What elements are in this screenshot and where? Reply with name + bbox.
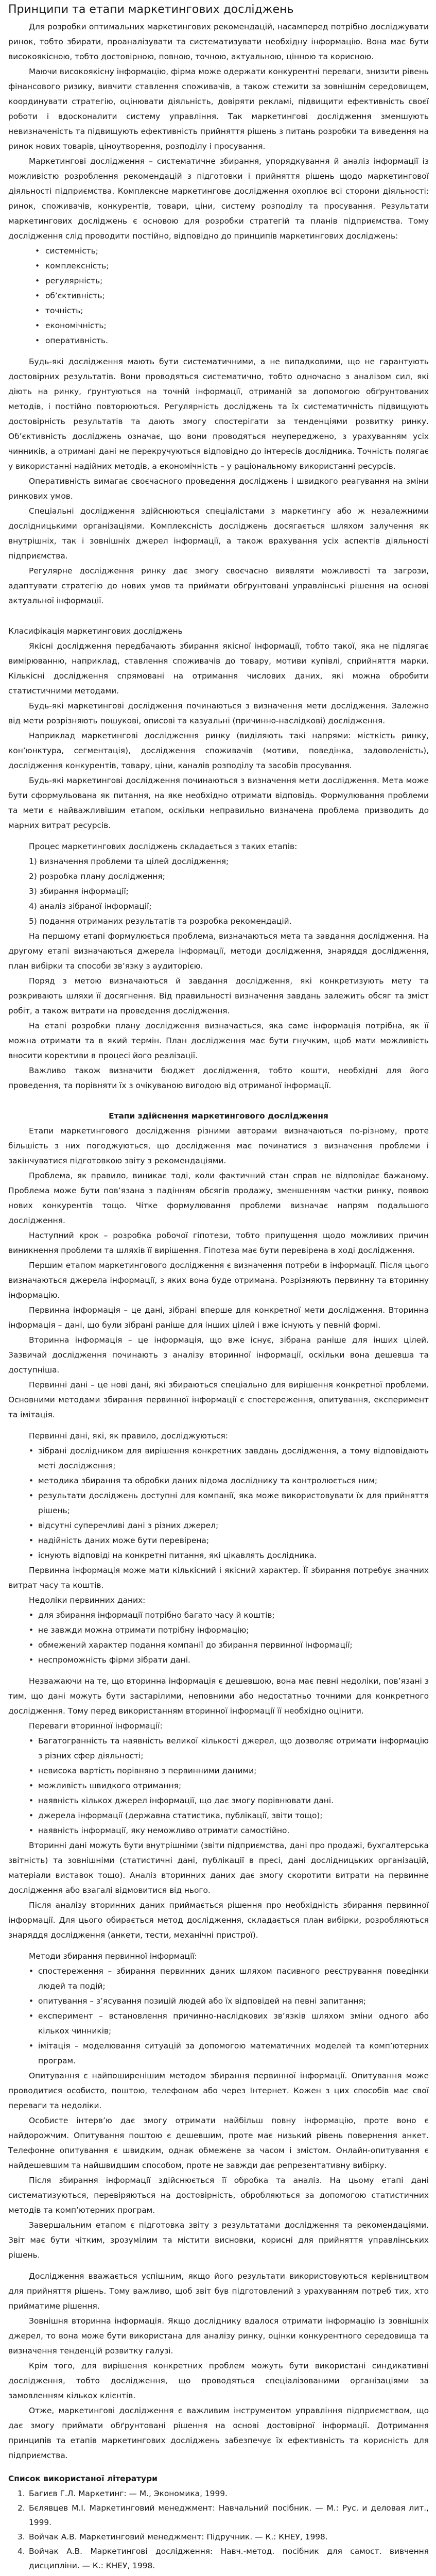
- references-title: Список використаної літератури: [8, 2474, 158, 2483]
- stages-text: [8, 929, 429, 1093]
- classification-section: [8, 639, 429, 833]
- list-item: • економічність;: [45, 318, 429, 333]
- paragraph: Проблема, як правило, виникає тоді, коли фактичний стан справ не відповідає бажаному. Проблема може бути пов’язана з падінням обсягів продажу, зменшенням частки ринку, появою нових конкурентів тощо. Чітке формулювання проблеми визначає напрям подальшого дослідження.: [8, 1171, 429, 1225]
- paragraph: Будь-які маркетингові дослідження починаються з визначення мети дослідження. Залежно від мети розрізняють пошукові, описові та казуальні (причинно-наслідкові) дослідження.: [8, 701, 429, 725]
- references-list: [8, 2486, 429, 2576]
- paragraph: Переваги вторинної інформації:: [29, 1721, 163, 1731]
- paragraph: Оперативність вимагає своєчасного проведення досліджень і швидкого реагування на зміни ринкових умов.: [8, 477, 429, 501]
- paragraph: Крім того, для вирішення конкретних проблем можуть бути використані синдикативні дослідження, тобто дослідження, що проводяться спеціалізованими організаціями за замовленням кількох клієнтів.: [8, 2361, 429, 2400]
- list-item: • наявність інформації, яку неможливо отримати самостійно.: [29, 1823, 429, 1838]
- paragraph-heading: Первинні дані, які, як правило, досліджуються:: [29, 1431, 228, 1440]
- secondary-section: [8, 1674, 429, 1734]
- list-item: • комплексність;: [45, 259, 429, 274]
- paragraph: Першим етапом маркетингового дослідження є визначення потреби в інформації. Після цього визначаються джерела інформації, з яких вона буде отримана. Розрізняють первинну та вторинну інформацію.: [8, 1261, 429, 1300]
- paragraph: Завершальним етапом є підготовка звіту з результатами дослідження та рекомендаціями. Звіт має бути чітким, зрозумілим та містити висновки, корисні для прийняття управлінських рішень.: [8, 2221, 429, 2260]
- reference-text: Войчак А.В. Маркетингові дослідження: Навч.-метод. посібник для самост. вивчення дисципліни. — К.: КНЕУ, 1998.: [29, 2547, 429, 2570]
- paragraph: Недоліки первинних даних:: [29, 1596, 146, 1605]
- list-item: • не завжди можна отримати потрібну інформацію;: [29, 1623, 429, 1638]
- list-item: • можливість швидкого отримання;: [29, 1778, 429, 1793]
- paragraph: Наприклад маркетингові дослідження ринку (виділяють такі напрями: місткість ринку, кон’юнктура, сегментація), дослідження споживачів (мотиви, поведінка, задоволеність), дослідження конкурентів, товару, ціни, каналів розподілу та засобів просування.: [8, 731, 429, 770]
- section-heading: Класифікація маркетингових досліджень: [8, 626, 183, 636]
- reference-text: Багиєв Г.Л. Маркетинг: — М., Экономика, 1999.: [29, 2489, 228, 2498]
- body-section-1: [8, 354, 429, 608]
- intro-section: [8, 20, 429, 244]
- list-item: • точність;: [45, 303, 429, 318]
- paragraph: Вторинна інформація – це інформація, що вже існує, зібрана раніше для інших цілей. Зазвичай дослідження починають з аналізу вторинної інформації, оскільки вона дешевша та доступніша.: [8, 1335, 429, 1375]
- reference-item: 4. Войчак А.В. Маркетингові дослідження: Навч.-метод. посібник для самост. вивчення дисципліни. — К.: КНЕУ, 1998.: [18, 2547, 429, 2570]
- list-item: • наявність кількох джерел інформації, що дає змогу порівнювати дані.: [29, 1793, 429, 1808]
- paragraph: Первинна інформація може мати кількісний і якісний характер. Її збирання потребує значних витрат часу та коштів.: [8, 1566, 429, 1590]
- list-item: • джерела інформації (державна статистика, публікації, звіти тощо);: [29, 1808, 429, 1823]
- paragraph: Для розробки оптимальних маркетингових рекомендацій, насамперед потрібно досліджувати ринок, тобто збирати, проаналізувати та систематизувати необхідну інформацію. Вона має бути високоякісною, тобто достовірною, повною, точною, актуальною, цінною та корисною.: [8, 22, 429, 61]
- paragraph: Опитування є найпоширенішим методом збирання первинної інформації. Опитування може проводитися особисто, поштою, телефоном або через Інтернет. Кожен з цих способів має свої переваги та недоліки.: [8, 2071, 429, 2110]
- list-item: • результати досліджень доступні для компанії, яка може використовувати їх для прийняття рішень;: [29, 1488, 429, 1518]
- paragraph: На етапі розробки плану дослідження визначається, яка саме інформація потрібна, як її можна отримати та в який термін. План дослідження має бути гнучким, щоб мати можливість вносити корективи в процесі його реалізації.: [8, 1021, 429, 1060]
- reference-item: 1. Багиєв Г.Л. Маркетинг: — М., Экономика, 1999.: [18, 2489, 228, 2498]
- list-item: • спостереження – збирання первинних даних шляхом пасивного реєстрування поведінки людей та подій;: [29, 1964, 429, 1994]
- paragraph: Дослідження вважається успішним, якщо його результати використовуються керівництвом для прийняття рішень. Тому важливо, щоб звіт був підготовлений з урахуванням потреб тих, хто прийматиме рішення.: [8, 2272, 429, 2311]
- paragraph: Первинна інформація – це дані, зібрані вперше для конкретної мети дослідження. Вторинна інформація – дані, що були зібрані раніше для інших цілей і вже існують у певній формі.: [8, 1306, 429, 1330]
- list-item: • методика збирання та обробки даних відома досліднику та контролюється ним;: [29, 1473, 429, 1488]
- secondary-pros-list: [8, 1734, 429, 1838]
- paragraph-heading: Методи збирання первинної інформації:: [29, 1952, 197, 1961]
- stages-section: [8, 1124, 429, 1422]
- page-title: Принципи та етапи маркетингових досліджень: [8, 3, 294, 16]
- paragraph: Після збирання інформації здійснюється її обробка та аналіз. На цьому етапі дані систематизуються, перевіряються на достовірність, обробляються за допомогою статистичних методів та комп’ютерних програм.: [8, 2176, 429, 2215]
- list-item: 2) розробка плану дослідження;: [29, 872, 165, 881]
- paragraph: Спеціальні дослідження здійснюються спеціалістами з маркетингу або ж незалежними дослідницькими організаціями. Комплексність досліджень досягається шляхом залучення як внутрішніх, так і зовнішніх джерел інформації, а також врахування усіх аспектів діяльності підприємства.: [8, 506, 429, 561]
- list-item: 4) аналіз зібраної інформації;: [29, 902, 152, 911]
- reference-item: 2. Бєлявцев М.І. Маркетинговий менеджмент: Навчальний посібник. — М.: Рус. и деловая лит., 1999.: [18, 2503, 429, 2527]
- paragraph: Якісні дослідження передбачають збирання якісної інформації, тобто такої, яка не підлягає вимірюванню, наприклад, ставлення споживачів до товару, мотиви купівлі, сприйняття марки. Кількісні дослідження спрямовані на отримання числових даних, які можна обробити статистичними методами.: [8, 641, 429, 696]
- list-item: • для збирання інформації потрібно багато часу й коштів;: [29, 1608, 429, 1623]
- paragraph: Важливо також визначити бюджет дослідження, тобто кошти, необхідні для його проведення, та порівняти їх з очікуваною вигодою від отриманої інформації.: [8, 1066, 429, 1090]
- paragraph: Будь-які маркетингові дослідження починаються з визначення мети дослідження. Мета може бути сформульована як питання, на яке необхідно отримати відповідь. Формулювання проблеми та мети є найважливішим етапом, оскільки неправильно визначена проблема призводить до марних витрат ресурсів.: [8, 776, 429, 830]
- paragraph: Будь-які дослідження мають бути систематичними, а не випадковими, що не гарантують достовірних результатів. Вони проводяться систематично, тобто одночасно з аналізом сил, які діють на ринку, ґрунтуються на точній інформації, отриманій за допомогою обґрунтованих методів, і постійно повторюються. Регулярність досліджень та їх систематичність підвищують достовірність результатів та дають змогу спостерігати за тенденціями розвитку ринку. Об’єктивність досліджень означає, що вони проводяться неупереджено, з урахуванням усіх чинників, а отримані дані не перекручуються відповідно до інтересів дослідника. Точність полягає у використанні надійних методів, а економічність – у раціональному використанні ресурсів.: [8, 357, 429, 471]
- paragraph: На першому етапі формулюється проблема, визначаються мета та завдання дослідження. На другому етапі визначаються джерела інформації, методи дослідження, знаряддя дослідження, план вибірки та способи зв’язку з аудиторією.: [8, 931, 429, 971]
- list-item: • зібрані дослідником для вирішення конкретних завдань дослідження, а тому відповідають меті дослідження;: [29, 1444, 429, 1473]
- list-item: 3) збирання інформації;: [29, 887, 129, 896]
- paragraph: Незважаючи на те, що вторинна інформація є дешевшою, вона має певні недоліки, пов’язані з тим, що дані можуть бути застарілими, неповними або недостатньо точними для конкретного дослідження. Тому перед використанням вторинної інформації її необхідно оцінити.: [8, 1676, 429, 1716]
- list-item: 1) визначення проблеми та цілей дослідження;: [29, 857, 229, 866]
- reference-text: Бєлявцев М.І. Маркетинговий менеджмент: Навчальний посібник. — М.: Рус. и деловая лит., 1999.: [29, 2503, 429, 2527]
- reference-item: 3. Войчак А.В. Маркетинговий менеджмент: Підручник. — К.: КНЕУ, 1998.: [18, 2532, 328, 2541]
- list-item: • оперативність.: [45, 333, 429, 348]
- paragraph: Маркетингові дослідження – систематичне збирання, упорядкування й аналіз інформації із можливістю розроблення рекомендацій з підготовки і прийняття рішень щодо маркетингової діяльності підприємства. Комплексне маркетингове дослідження охоплює всі сторони діяльності: ринок, споживачів, конкурентів, товари, ціни, систему розподілу та просування. Результати маркетингових досліджень є основою для розробки стратегій та планів підприємства. Тому дослідження слід проводити постійно, відповідно до принципів маркетингових досліджень:: [8, 157, 429, 241]
- reference-item: [18, 2573, 429, 2576]
- paragraph: Зовнішня вторинна інформація. Якщо досліднику вдалося отримати інформацію із зовнішніх джерел, то вона може бути використана для аналізу ринку, оцінки конкурентного середовища та визначення тенденцій розвитку галузі.: [8, 2316, 429, 2355]
- list-item: • невисока вартість порівняно з первинними даними;: [29, 1764, 429, 1778]
- paragraph: Особисте інтерв’ю дає змогу отримати найбільш повну інформацію, проте воно є найдорожчим. Опитування поштою є дешевшим, проте має низький рівень повернення анкет. Телефонне опитування є швидким, однак обмежене за часом і змістом. Онлайн-опитування є найдешевшим та найшвидшим способом, проте не завжди дає репрезентативну вибірку.: [8, 2116, 429, 2170]
- paragraph: Вторинні дані можуть бути внутрішніми (звіти підприємства, дані про продажі, бухгалтерська звітність) та зовнішніми (статистичні дані, публікації в пресі, дані дослідницьких організацій, матеріали виставок тощо). Аналіз вторинних даних дає змогу скоротити витрати на первинне дослідження або взагалі відмовитися від нього.: [8, 1841, 429, 1895]
- list-item: • імітація – моделювання ситуацій за допомогою математичних моделей та комп’ютерних програм.: [29, 2039, 429, 2069]
- primary-list: [8, 1444, 429, 1563]
- list-item: • неспроможність фірми зібрати дані.: [29, 1653, 429, 1668]
- stages-list: [8, 854, 429, 929]
- paragraph: Отже, маркетингові дослідження є важливим інструментом управління підприємством, що дає змогу приймати обґрунтовані рішення на основі достовірної інформації. Дотримання принципів та етапів маркетингових досліджень забезпечує їх ефективність та корисність для підприємства.: [8, 2406, 429, 2460]
- list-item: • об’єктивність;: [45, 289, 429, 303]
- list-item: • надійність даних може бути перевірена;: [29, 1533, 429, 1548]
- list-item: • відсутні суперечливі дані з різних джерел;: [29, 1518, 429, 1533]
- paragraph: Первинні дані – це нові дані, які збираються спеціально для вирішення конкретної проблеми. Основними методами збирання первинної інформації є спостереження, опитування, експеримент та імітація.: [8, 1380, 429, 1419]
- list-item: 5) подання отриманих результатів та розробка рекомендацій.: [29, 917, 292, 926]
- list-item: • опитування – з’ясування позицій людей або їх відповідей на певні запитання;: [29, 1994, 429, 2009]
- paragraph: Етапи маркетингового дослідження різними авторами визначаються по-різному, проте більшість з них погоджуються, що дослідження має починатися з визначення проблеми і закінчуватися підготовкою звіту з рекомендаціями.: [8, 1126, 429, 1165]
- paragraph: Поряд з метою визначаються й завдання дослідження, які конкретизують мету та розкривають шляхи її досягнення. Від правильності визначення завдань залежить обсяг та зміст робіт, а також витрати на проведення дослідження.: [8, 976, 429, 1015]
- list-item: • Багатогранність та наявність великої кількості джерел, що дозволяє отримати інформацію з різних сфер діяльності;: [29, 1734, 429, 1764]
- paragraph: Наступний крок – розробка робочої гіпотези, тобто припущення щодо можливих причин виникнення проблеми та шляхів її вирішення. Гіпотеза має бути перевірена в ході дослідження.: [8, 1231, 429, 1255]
- paragraph: Після аналізу вторинних даних приймається рішення про необхідність збирання первинної інформації. Для цього обирається метод дослідження, складається план вибірки, розробляються знаряддя дослідження (анкети, тести, механічні пристрої).: [8, 1901, 429, 1940]
- paragraph: Процес маркетингових досліджень складається з таких етапів:: [29, 842, 298, 851]
- paragraph: Регулярне дослідження ринку дає змогу своєчасно виявляти можливості та загрози, адаптувати стратегію до нових умов та приймати обґрунтовані управлінські рішення на основі актуальної інформації.: [8, 566, 429, 605]
- list-item: • експеримент – встановлення причинно-наслідкових зв’язків шляхом зміни одного або кількох чинників;: [29, 2009, 429, 2039]
- list-item: • регулярність;: [45, 274, 429, 289]
- paragraph: Маючи високоякісну інформацію, фірма може одержати конкурентні переваги, знизити рівень фінансового ризику, вивчити ставлення споживачів, а також стежити за зовнішнім середовищем, координувати стратегію, оцінювати діяльність, довіряти рекламі, підвищити ефективність своєї роботи і вдосконалити систему управління. Так маркетингові дослідження зменшують невизначеність та підвищують ефективність прийняття рішень з питань розробки та виведення на ринок нових товарів, ціноутворення, розподілу і просування.: [8, 67, 429, 151]
- list-item: • існують відповіді на конкретні питання, які цікавлять дослідника.: [29, 1548, 429, 1563]
- final-section: [8, 2269, 429, 2463]
- list-item: • обмежений характер подання компанії до збирання первинної інформації;: [29, 1638, 429, 1653]
- list-item: • системність;: [45, 244, 429, 259]
- principles-list: [8, 244, 429, 348]
- methods-text: [8, 2069, 429, 2263]
- section-heading: Етапи здійснення маркетингового дослідження: [109, 1111, 328, 1121]
- primary-cons-list: [8, 1608, 429, 1668]
- methods-list: [8, 1964, 429, 2069]
- reference-text: Войчак А.В. Маркетинговий менеджмент: Підручник. — К.: КНЕУ, 1998.: [29, 2532, 328, 2541]
